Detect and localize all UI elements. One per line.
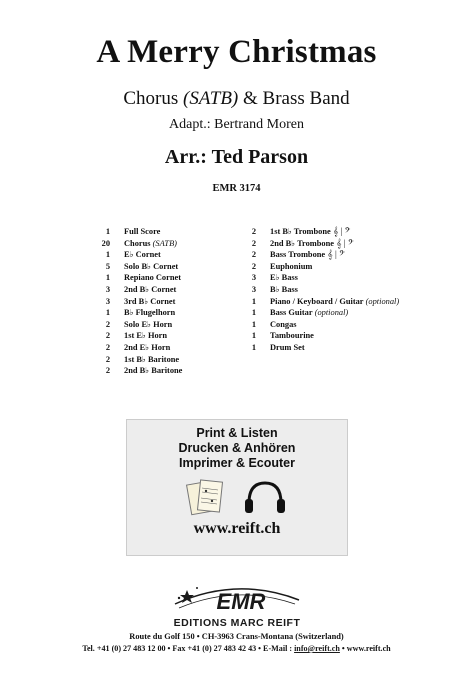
part-name <box>256 342 305 354</box>
catalog-number: EMR 3174 <box>212 183 261 194</box>
part-quantity: 2 <box>105 366 110 376</box>
subtitle-band: & Brass Band <box>238 88 350 109</box>
part-name-text: Bass Trombone <box>270 250 326 260</box>
part-name-text: 2nd B♭ Baritone <box>124 366 183 376</box>
part-quantity: 1 <box>251 331 256 341</box>
part-name-text: B♭ Bass <box>270 284 298 294</box>
part-name <box>256 261 312 273</box>
promo-url-link[interactable]: www.reift.ch <box>193 520 281 537</box>
logo-wordmark: EDITIONS MARC REIFT <box>173 617 301 629</box>
part-quantity: 2 <box>251 238 256 248</box>
part-row <box>226 307 399 319</box>
part-name <box>110 284 176 296</box>
part-name <box>110 238 177 250</box>
footer-contact <box>0 644 473 653</box>
part-row <box>226 319 399 331</box>
part-quantity: 3 <box>105 296 110 306</box>
logo-mark: EMR <box>216 589 266 614</box>
part-row <box>80 249 182 261</box>
clef-icon: 𝄞 | 𝄢 <box>334 237 354 248</box>
part-quantity: 2 <box>251 261 256 271</box>
part-name-text: B♭ Flugelhorn <box>124 308 176 318</box>
part-name-text: E♭ Bass <box>270 273 298 283</box>
sheet-music-icon <box>187 480 223 515</box>
part-name-text: 1st E♭ Horn <box>124 331 168 341</box>
part-name <box>110 261 178 273</box>
part-name <box>110 249 161 261</box>
clef-icon: 𝄞 | 𝄢 <box>330 226 351 236</box>
part-quantity: 1 <box>251 342 256 352</box>
part-row <box>80 330 182 342</box>
promo-line-english: Print & Listen <box>196 426 278 440</box>
part-quantity: 2 <box>251 250 256 260</box>
part-row <box>80 272 182 284</box>
part-name-text: 2nd B♭ Trombone <box>270 238 334 248</box>
part-quantity: 1 <box>105 308 110 318</box>
part-name <box>110 226 160 238</box>
part-name <box>110 307 175 319</box>
part-row <box>80 342 182 354</box>
headphones-icon <box>245 483 285 513</box>
part-quantity: 3 <box>105 284 110 294</box>
arranger-credit: Arr.: Ted Parson <box>164 146 309 168</box>
part-row <box>226 249 399 261</box>
part-row <box>226 284 399 296</box>
part-name-text: Chorus <box>124 238 151 248</box>
adaptation-credit: Adapt.: Bertrand Moren <box>169 117 304 132</box>
part-name-text: Euphonium <box>270 261 313 271</box>
part-name-text: E♭ Cornet <box>124 250 161 260</box>
footer-phone-fax: Tel. +41 (0) 27 483 12 00 • Fax +41 (0) 27 483 42 43 • E-Mail : <box>82 644 295 653</box>
part-name-text: Piano / Keyboard / Guitar <box>270 296 364 306</box>
part-quantity: 5 <box>105 261 110 271</box>
part-quantity: 3 <box>251 284 256 294</box>
part-name-text: Congas <box>270 319 297 329</box>
part-name-text: 1st B♭ Baritone <box>124 354 180 364</box>
part-name <box>110 354 179 366</box>
part-quantity: 20 <box>101 238 110 248</box>
part-name <box>256 272 298 284</box>
part-name-text: Solo B♭ Cornet <box>124 261 179 271</box>
part-row <box>80 238 182 250</box>
part-row <box>80 296 182 308</box>
part-name <box>256 319 297 331</box>
part-quantity: 2 <box>105 342 110 352</box>
part-name <box>256 238 354 250</box>
subtitle-text: Chorus <box>123 88 184 109</box>
part-row <box>226 238 399 250</box>
footer-website[interactable]: • www.reift.ch <box>339 644 391 653</box>
part-name <box>110 296 175 308</box>
part-row <box>80 319 182 331</box>
promo-icons <box>127 477 347 517</box>
part-name-text: 3rd B♭ Cornet <box>124 296 176 306</box>
subtitle <box>0 88 473 110</box>
part-row <box>80 365 182 377</box>
part-row <box>80 354 182 366</box>
part-optional-note: (optional) <box>363 296 400 306</box>
part-quantity: 1 <box>105 227 110 236</box>
parts-list-left <box>80 226 182 377</box>
part-quantity: 1 <box>251 308 256 318</box>
parts-list-right <box>226 226 399 354</box>
part-name <box>256 307 348 319</box>
part-quantity: 1 <box>105 250 110 260</box>
part-name <box>110 365 182 377</box>
part-quantity: 1 <box>105 273 110 283</box>
part-name <box>256 330 314 342</box>
part-row <box>80 261 182 273</box>
part-name-text: Tambourine <box>270 331 314 341</box>
page-title: A Merry Christmas <box>96 34 377 70</box>
emr-logo <box>157 580 317 632</box>
part-quantity: 2 <box>251 227 256 236</box>
part-name <box>256 249 345 261</box>
promo-line-german: Drucken & Anhören <box>178 441 296 455</box>
part-name-text: Full Score <box>124 227 161 236</box>
part-name-text: Drum Set <box>270 342 305 352</box>
part-name-text: Solo E♭ Horn <box>124 319 173 329</box>
part-optional-note: (optional) <box>312 308 349 318</box>
clef-icon: 𝄞 | 𝄢 <box>325 249 345 260</box>
part-quantity: 3 <box>251 273 256 283</box>
print-listen-banner[interactable] <box>126 419 348 556</box>
part-row <box>80 307 182 319</box>
part-name-text: 1st B♭ Trombone <box>270 227 331 236</box>
part-quantity: 1 <box>251 319 256 329</box>
part-name <box>110 319 172 331</box>
subtitle-voicing: (SATB) <box>183 88 239 109</box>
part-row <box>80 226 182 238</box>
part-quantity: 2 <box>105 331 110 341</box>
part-name <box>110 272 181 284</box>
part-row <box>226 226 399 238</box>
part-row <box>226 342 399 354</box>
part-optional-note: (SATB) <box>150 238 177 248</box>
part-name-text: Repiano Cornet <box>124 273 181 283</box>
part-name-text: 2nd E♭ Horn <box>124 342 171 352</box>
part-name-text: Bass Guitar <box>270 308 313 318</box>
part-quantity: 2 <box>105 319 110 329</box>
part-row <box>226 330 399 342</box>
promo-line-french: Imprimer & Ecouter <box>178 456 295 470</box>
part-name <box>110 342 170 354</box>
part-row <box>226 296 399 308</box>
part-row <box>80 284 182 296</box>
part-name <box>110 330 167 342</box>
part-name-text: 2nd B♭ Cornet <box>124 284 177 294</box>
part-row <box>226 272 399 284</box>
part-quantity: 2 <box>105 354 110 364</box>
part-name <box>256 296 399 308</box>
part-name <box>256 226 350 238</box>
footer-address: Route du Golf 150 • CH-3963 Crans-Montana (Switzerland) <box>129 632 344 641</box>
part-name <box>256 284 298 296</box>
part-quantity: 1 <box>251 296 256 306</box>
email-link[interactable]: info@reift.ch <box>294 644 340 653</box>
part-row <box>226 261 399 273</box>
